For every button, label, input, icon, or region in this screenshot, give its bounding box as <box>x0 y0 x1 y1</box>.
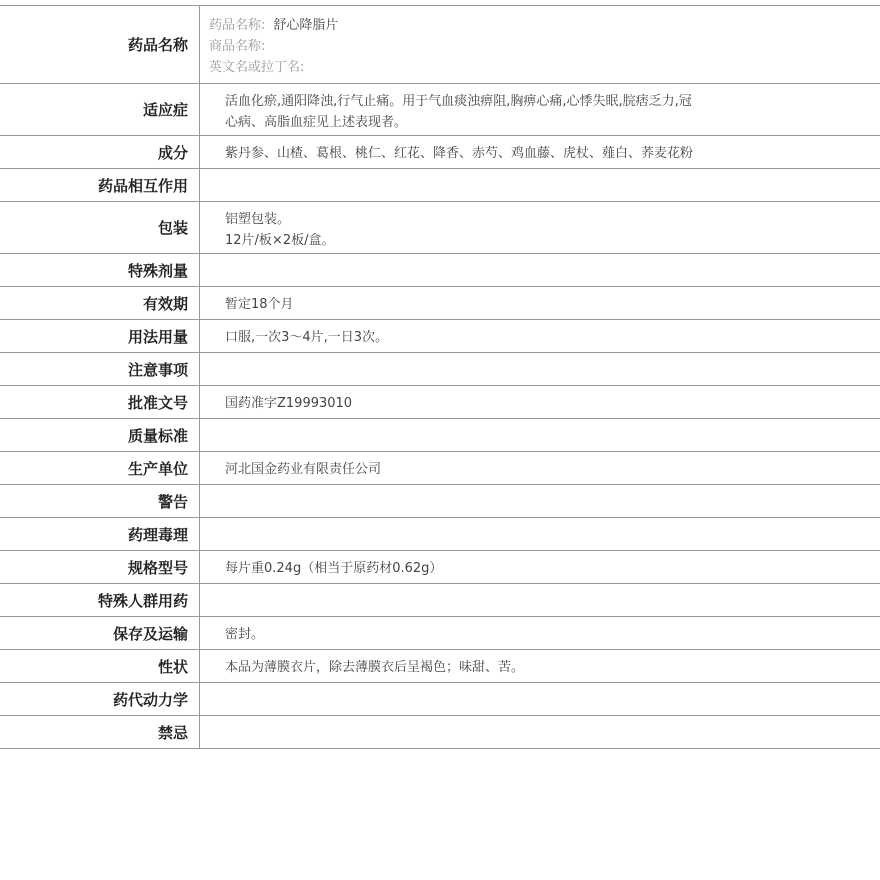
row-usage <box>0 320 880 353</box>
drug-name-key: 药品名称: <box>209 18 266 33</box>
row-shelf-life <box>0 287 880 320</box>
row-pharmacology <box>0 518 880 551</box>
row-value <box>200 169 880 201</box>
row-approval-number <box>0 386 880 419</box>
row-value <box>200 287 880 319</box>
row-value <box>200 617 880 649</box>
row-label: 规格型号 <box>0 551 200 583</box>
row-label: 批准文号 <box>0 386 200 418</box>
row-value <box>200 386 880 418</box>
drug-info-table <box>0 5 880 749</box>
row-special-dosage <box>0 254 880 287</box>
row-label: 特殊人群用药 <box>0 584 200 616</box>
row-label: 适应症 <box>0 84 200 135</box>
trade-name-key: 商品名称: <box>209 39 266 54</box>
row-value <box>200 202 880 253</box>
row-label: 药代动力学 <box>0 683 200 715</box>
value-line: 紫丹参、山楂、葛根、桃仁、红花、降香、赤芍、鸡血藤、虎杖、薤白、荞麦花粉 <box>225 146 694 161</box>
value-line: 本品为薄膜衣片，除去薄膜衣后呈褐色；味甜、苦。 <box>225 660 525 675</box>
value-line: 国药准字Z19993010 <box>225 396 353 411</box>
row-description <box>0 650 880 683</box>
row-value <box>200 716 880 748</box>
row-value <box>200 452 880 484</box>
row-label: 警告 <box>0 485 200 517</box>
value-line: 暂定18个月 <box>225 297 294 312</box>
row-label: 特殊剂量 <box>0 254 200 286</box>
value-line: 河北国金药业有限责任公司 <box>225 462 382 477</box>
row-label: 包装 <box>0 202 200 253</box>
row-ingredients <box>0 136 880 169</box>
row-value <box>200 84 880 135</box>
row-value <box>200 353 880 385</box>
row-label: 用法用量 <box>0 320 200 352</box>
row-label: 成分 <box>0 136 200 168</box>
row-value <box>200 584 880 616</box>
row-label: 生产单位 <box>0 452 200 484</box>
row-packaging <box>0 202 880 254</box>
row-value <box>200 551 880 583</box>
row-precautions <box>0 353 880 386</box>
value-line: 活血化瘀,通阳降浊,行气止痛。用于气血痰浊痹阻,胸痹心痛,心悸失眠,脘痞乏力,冠 <box>225 94 692 109</box>
row-specification <box>0 551 880 584</box>
row-value <box>200 419 880 451</box>
row-label: 禁忌 <box>0 716 200 748</box>
english-name-key: 英文名或拉丁名: <box>209 60 305 75</box>
row-value <box>200 683 880 715</box>
row-label: 有效期 <box>0 287 200 319</box>
value-line: 密封。 <box>225 627 265 642</box>
row-contraindications <box>0 716 880 749</box>
row-value <box>200 136 880 168</box>
row-label: 保存及运输 <box>0 617 200 649</box>
value-line: 心病、高脂血症见上述表现者。 <box>225 115 408 130</box>
value-line: 12片/板×2板/盒。 <box>225 233 335 248</box>
row-label: 药品相互作用 <box>0 169 200 201</box>
row-value <box>200 254 880 286</box>
drug-name-value: 舒心降脂片 <box>273 18 339 33</box>
row-label: 性状 <box>0 650 200 682</box>
row-label: 质量标准 <box>0 419 200 451</box>
value-line: 每片重0.24g（相当于原药材0.62g） <box>225 561 443 576</box>
row-indications <box>0 84 880 136</box>
row-manufacturer <box>0 452 880 485</box>
row-value <box>200 320 880 352</box>
row-special-populations <box>0 584 880 617</box>
row-interactions <box>0 169 880 202</box>
drug-name-block <box>200 6 880 83</box>
row-storage <box>0 617 880 650</box>
row-quality-standard <box>0 419 880 452</box>
row-label: 注意事项 <box>0 353 200 385</box>
row-pharmacokinetics <box>0 683 880 716</box>
row-value <box>200 650 880 682</box>
row-drug-name <box>0 6 880 84</box>
value-line: 口服,一次3～4片,一日3次。 <box>225 330 389 345</box>
value-line: 铝塑包装。 <box>225 212 291 227</box>
row-label: 药理毒理 <box>0 518 200 550</box>
row-label: 药品名称 <box>0 6 200 83</box>
row-value <box>200 485 880 517</box>
row-value <box>200 518 880 550</box>
row-warning <box>0 485 880 518</box>
